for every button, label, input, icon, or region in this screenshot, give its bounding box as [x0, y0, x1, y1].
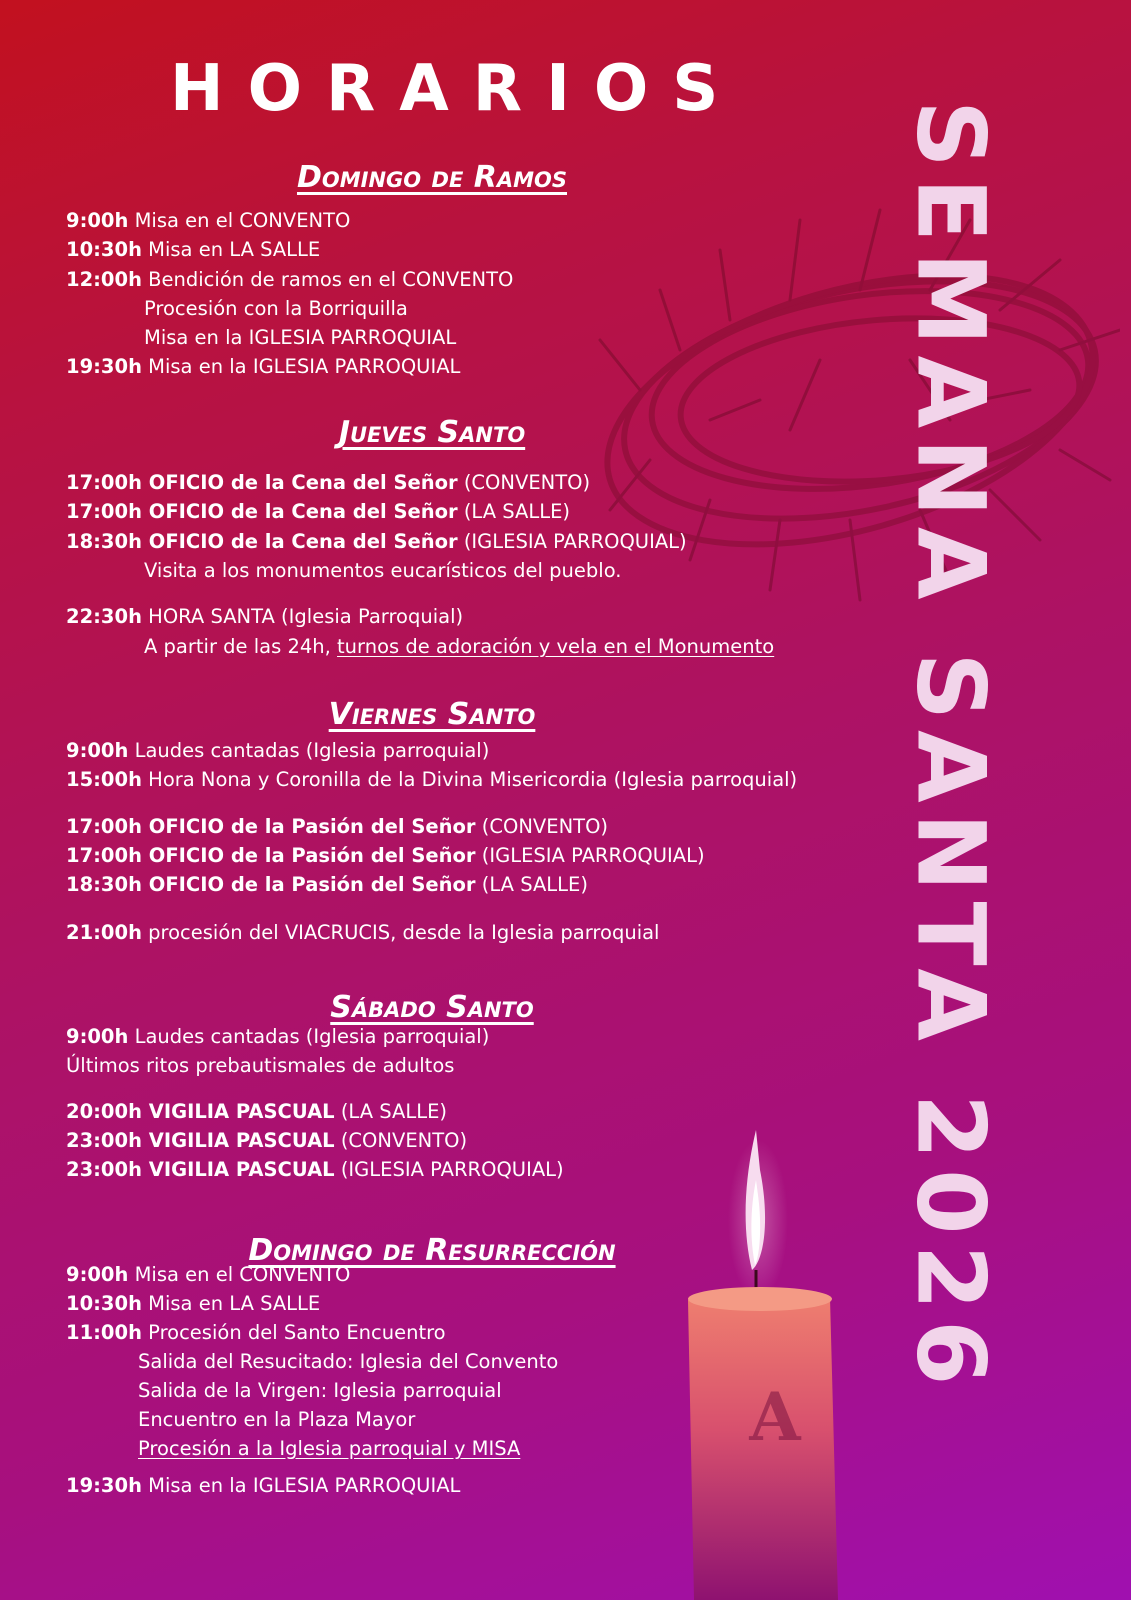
schedule-line [66, 1054, 454, 1078]
schedule-line [66, 500, 570, 524]
time-label: 10:30h [66, 238, 142, 261]
schedule-line [66, 1474, 460, 1498]
candle-icon [680, 1110, 870, 1600]
line-text: (CONVENTO) [334, 1129, 468, 1152]
bold-text: OFICIO de la Pasión del Señor [141, 815, 476, 838]
schedule-line [138, 1437, 520, 1461]
section-title-viernes-santo: Viernes Santo [328, 697, 536, 732]
schedule-line [66, 238, 320, 262]
schedule-line [66, 921, 659, 945]
line-text: Misa en la IGLESIA PARROQUIAL [141, 1474, 461, 1497]
section-title-jueves-santo: Jueves Santo [338, 415, 526, 450]
schedule-line [66, 530, 687, 554]
line-text: Misa en el CONVENTO [128, 209, 351, 232]
line-text: (IGLESIA PARROQUIAL) [334, 1158, 564, 1181]
line-text: Encuentro en la Plaza Mayor [138, 1408, 416, 1431]
line-text: Misa en LA SALLE [141, 238, 321, 261]
line-text: Visita a los monumentos eucarísticos del pueblo. [144, 559, 622, 582]
section-title-domingo-de-ramos: Domingo de Ramos [296, 160, 568, 195]
time-label: 17:00h [66, 815, 142, 838]
line-text: (LA SALLE) [334, 1100, 448, 1123]
schedule-line [66, 1100, 447, 1124]
line-text: procesión del VIACRUCIS, desde la Iglesia parroquial [141, 921, 660, 944]
schedule-line [66, 1158, 564, 1182]
time-label: 17:00h [66, 471, 142, 494]
crown-of-thorns-icon [560, 100, 1120, 660]
svg-text:A: A [749, 1378, 801, 1456]
line-text: Hora Nona y Coronilla de la Divina Misericordia (Iglesia parroquial) [141, 768, 798, 791]
line-text: Misa en LA SALLE [141, 1292, 321, 1315]
time-label: 17:00h [66, 500, 142, 523]
line-text: Bendición de ramos en el CONVENTO [141, 268, 514, 291]
time-label: 18:30h [66, 530, 142, 553]
schedule-line [138, 1408, 415, 1432]
line-text: (IGLESIA PARROQUIAL) [457, 530, 687, 553]
line-text: A partir de las 24h, [144, 635, 338, 658]
time-label: 17:00h [66, 844, 142, 867]
bold-text: OFICIO de la Pasión del Señor [141, 873, 476, 896]
time-label: 12:00h [66, 268, 142, 291]
section-title-sabado-santo: Sábado Santo [330, 990, 534, 1025]
schedule-line [138, 1350, 558, 1374]
schedule-line [66, 209, 350, 233]
section-title-domingo-de-resurreccion: Domingo de Resurrección [248, 1233, 616, 1268]
time-label: 22:30h [66, 605, 142, 628]
schedule-line [66, 471, 590, 495]
line-text: HORA SANTA (Iglesia Parroquial) [141, 605, 464, 628]
time-label: 11:00h [66, 1321, 142, 1344]
line-text: (LA SALLE) [475, 873, 588, 896]
bold-text: OFICIO de la Cena del Señor [141, 530, 458, 553]
line-text: (LA SALLE) [457, 500, 571, 523]
line-text: Laudes cantadas (Iglesia parroquial) [128, 1025, 490, 1048]
time-label: 18:30h [66, 873, 142, 896]
vertical-title: SEMANA SANTA 2026 [895, 100, 1005, 1396]
schedule-line [66, 355, 460, 379]
time-label: 23:00h [66, 1129, 142, 1152]
schedule-line [138, 1379, 502, 1403]
time-label: 20:00h [66, 1100, 142, 1123]
schedule-line [66, 268, 513, 292]
bold-text: VIGILIA PASCUAL [141, 1100, 335, 1123]
line-text: Misa en la IGLESIA PARROQUIAL [144, 326, 457, 349]
time-label: 9:00h [66, 209, 129, 232]
schedule-line [66, 739, 489, 763]
bold-text: OFICIO de la Pasión del Señor [141, 844, 476, 867]
line-text: Salida de la Virgen: Iglesia parroquial [138, 1379, 502, 1402]
time-label: 19:30h [66, 1474, 142, 1497]
line-text: Procesión con la Borriquilla [144, 297, 408, 320]
line-text: (CONVENTO) [457, 471, 591, 494]
schedule-line [66, 873, 588, 897]
schedule-line [66, 768, 797, 792]
schedule-line [66, 844, 705, 868]
time-label: 10:30h [66, 1292, 142, 1315]
line-text: Salida del Resucitado: Iglesia del Convento [138, 1350, 559, 1373]
time-label: 9:00h [66, 1263, 129, 1286]
schedule-line [66, 815, 608, 839]
schedule-line [144, 635, 774, 659]
time-label: 19:30h [66, 355, 142, 378]
line-text: (CONVENTO) [475, 815, 609, 838]
time-label: 9:00h [66, 739, 129, 762]
schedule-line [144, 326, 456, 350]
bold-text: OFICIO de la Cena del Señor [141, 471, 458, 494]
underlined-text: Procesión a la Iglesia parroquial y MISA [138, 1437, 521, 1460]
line-text: (IGLESIA PARROQUIAL) [475, 844, 705, 867]
heading: HORARIOS [170, 52, 743, 126]
schedule-line [66, 1025, 489, 1049]
line-text: Misa en el CONVENTO [128, 1263, 351, 1286]
line-text: Laudes cantadas (Iglesia parroquial) [128, 739, 490, 762]
bold-text: OFICIO de la Cena del Señor [141, 500, 458, 523]
time-label: 15:00h [66, 768, 142, 791]
time-label: 21:00h [66, 921, 142, 944]
schedule-line [66, 1292, 320, 1316]
line-text: Últimos ritos prebautismales de adultos [66, 1054, 455, 1077]
schedule-line [66, 1321, 446, 1345]
schedule-line [144, 297, 408, 321]
line-text: Misa en la IGLESIA PARROQUIAL [141, 355, 461, 378]
schedule-line [66, 1263, 350, 1287]
bold-text: VIGILIA PASCUAL [141, 1129, 335, 1152]
underlined-text: turnos de adoración y vela en el Monumento [337, 635, 775, 658]
bold-text: VIGILIA PASCUAL [141, 1158, 335, 1181]
schedule-line [66, 605, 463, 629]
time-label: 9:00h [66, 1025, 129, 1048]
line-text: Procesión del Santo Encuentro [141, 1321, 446, 1344]
schedule-line [66, 1129, 467, 1153]
time-label: 23:00h [66, 1158, 142, 1181]
schedule-line [144, 559, 621, 583]
